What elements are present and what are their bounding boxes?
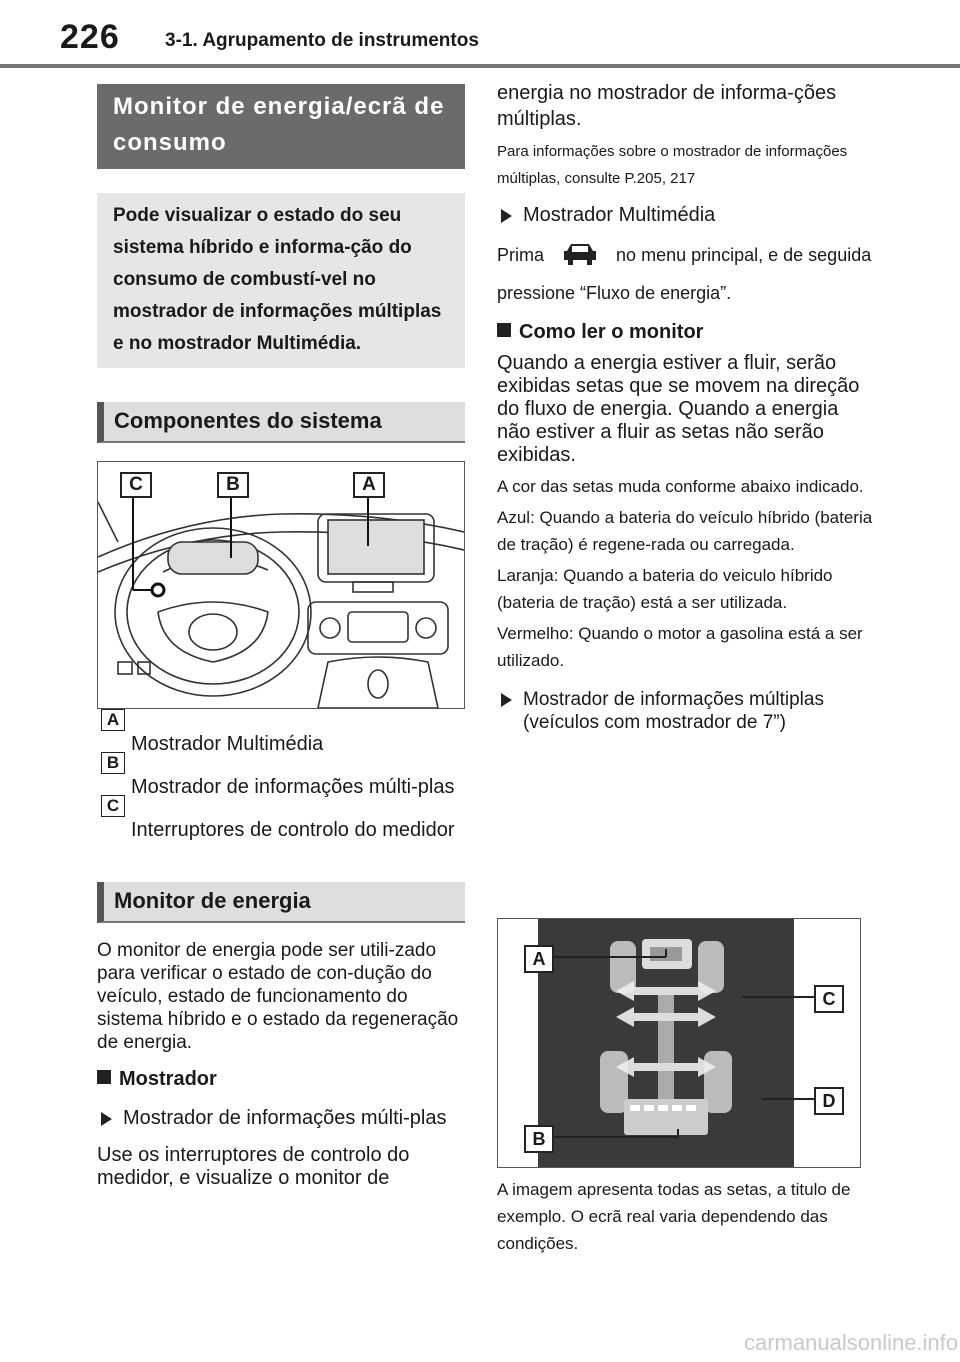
figure-caption: A imagem apresenta todas as setas, a titulo de exemplo. O ecrã real varia dependendo das condições. xyxy=(497,1180,851,1253)
legend-item-c xyxy=(97,796,465,846)
read-text: Quando a energia estiver a fluir, serão exibidas setas que se movem na direção do fluxo de energia. Quando a energia não estiver a fluir as setas não serão exibidas. xyxy=(497,352,860,466)
energy-label-c: C xyxy=(814,985,844,1013)
legend-text-c: Interruptores de controlo do medidor xyxy=(131,819,455,841)
energy-label-d: D xyxy=(814,1087,844,1115)
figure-label-b: B xyxy=(217,472,249,498)
color-red: Vermelho: Quando o motor a gasolina está a ser utilizado. xyxy=(497,624,863,670)
energy-label-a: A xyxy=(524,945,554,973)
legend-item-a xyxy=(97,710,465,760)
color-intro: A cor das setas muda conforme abaixo indicado. xyxy=(497,477,864,496)
multimedia-item: Mostrador Multimédia xyxy=(497,204,877,227)
mid-display-item: Mostrador de informações múltiplas (veículos com mostrador de 7”) xyxy=(497,688,877,734)
color-blue: Azul: Quando a bateria do veículo híbrido (bateria de tração) é regene-rada ou carregada. xyxy=(497,508,873,554)
legend-item-b xyxy=(97,753,465,803)
legend-key-b: B xyxy=(101,752,125,774)
legend-text-b: Mostrador de informações múlti-plas xyxy=(131,776,455,798)
figure-label-a: A xyxy=(353,472,385,498)
left-column xyxy=(97,84,465,1190)
triangle-bullet-icon xyxy=(501,209,512,223)
section-title: Monitor de energia/ecrã de consumo xyxy=(97,84,465,169)
figure-label-c: C xyxy=(120,472,152,498)
square-bullet-icon xyxy=(497,323,511,337)
watermark: carmanualsonline.info xyxy=(744,1330,959,1355)
display-item: Mostrador de informações múlti-plas xyxy=(97,1107,465,1130)
dashboard-figure xyxy=(97,461,465,709)
triangle-bullet-icon xyxy=(501,693,512,707)
press-instruction: Prima no menu principal, e de seguida pressione “Fluxo de energia”. xyxy=(497,239,877,309)
energy-text: O monitor de energia pode ser utili-zado para verificar o estado de con-dução do veículo, estado de funcionamento do sistema híbrido e o estado da regeneração de energia. xyxy=(97,940,459,1053)
continued-text: energia no mostrador de informa-ções múltiplas. xyxy=(497,82,837,130)
intro-box: Pode visualizar o estado do seu sistema híbrido e informa-ção do consumo de combustí-vel no mostrador de informações múltiplas e no mostrador Multimédia. xyxy=(97,193,465,368)
energy-flow-figure xyxy=(497,918,861,1168)
right-column xyxy=(497,80,877,734)
read-heading: Como ler o monitor xyxy=(497,321,877,344)
square-bullet-icon xyxy=(97,1070,111,1084)
energy-label-b: B xyxy=(524,1125,554,1153)
display-text: Use os interruptores de controlo do medidor, e visualize o monitor de xyxy=(97,1144,410,1189)
legend-key-a: A xyxy=(101,709,125,731)
color-orange: Laranja: Quando a bateria do veiculo híbrido (bateria de tração) está a ser utilizada. xyxy=(497,566,833,612)
energy-heading: Monitor de energia xyxy=(97,882,465,923)
chapter-title: 3-1. Agrupamento de instrumentos xyxy=(165,30,479,51)
dashboard-illustration xyxy=(98,462,464,708)
page-number: 226 xyxy=(60,18,120,56)
components-heading: Componentes do sistema xyxy=(97,402,465,443)
header-rule xyxy=(0,64,960,68)
triangle-bullet-icon xyxy=(101,1112,112,1126)
reference-text: Para informações sobre o mostrador de informações múltiplas, consulte P.205, 217 xyxy=(497,143,848,187)
legend-key-c: C xyxy=(101,795,125,817)
car-icon xyxy=(563,241,597,277)
legend-text-a: Mostrador Multimédia xyxy=(131,733,324,755)
display-heading: Mostrador xyxy=(97,1068,465,1091)
